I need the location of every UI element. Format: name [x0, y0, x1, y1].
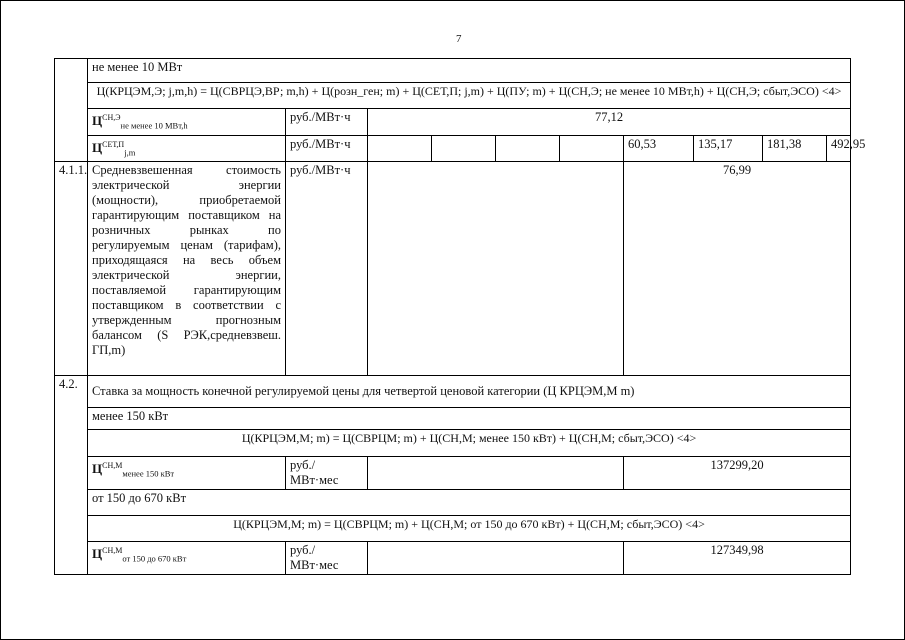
formula-energy-10mw: Ц(КРЦЭМ,Э; j,m,h) = Ц(СВРЦЭ,ВР; m,h) + Ц(розн_ген; m) + Ц(СЕТ,П; j,m) + Ц(ПУ; m) + Ц(СН,Э; не менее 10 МВт,h) + Ц(СН,Э; сбыт,ЭСО) <4> [88, 83, 851, 109]
label-sub: менее 150 кВт [122, 468, 175, 479]
empty-cell [496, 135, 560, 162]
label-symbol: Ц [92, 546, 103, 562]
section-heading-row [55, 59, 851, 83]
row-label [88, 457, 286, 490]
empty-cell [560, 135, 624, 162]
section-number: 4.1.1. [55, 162, 88, 376]
empty-cell [368, 457, 624, 490]
value-cell: 492,95 [827, 135, 851, 162]
label-symbol: Ц [92, 139, 103, 155]
empty-cell [368, 542, 624, 575]
row-label [88, 135, 286, 162]
section-title: Ставка за мощность конечной регулируемой цены для четвертой ценовой категории (Ц КРЦЭМ,М m) [88, 376, 851, 408]
value-cell: 127349,98 [624, 542, 851, 575]
value-cell: 137299,20 [624, 457, 851, 490]
formula-row [55, 516, 851, 542]
empty-cell [368, 162, 624, 376]
formula-capacity-150-670kw: Ц(КРЦЭМ,М; m) = Ц(СВРЦМ; m) + Ц(СН,М; от 150 до 670 кВт) + Ц(СН,М; сбыт,ЭСО) <4> [88, 516, 851, 542]
section-heading: не менее 10 МВт [88, 59, 851, 83]
label-symbol: Ц [92, 461, 103, 477]
label-sup: СН,М [102, 546, 123, 556]
label-sup: СН,Э [102, 113, 121, 122]
row-label [88, 542, 286, 575]
row-label [88, 109, 286, 136]
label-sup: СН,М [102, 461, 123, 471]
section-row-4-1-1 [55, 162, 851, 376]
label-sub: не менее 10 МВт,h [120, 120, 188, 131]
value-cell: 181,38 [763, 135, 827, 162]
empty-cell [432, 135, 496, 162]
value-cell: 135,17 [694, 135, 763, 162]
formula-capacity-150kw: Ц(КРЦЭМ,М; m) = Ц(СВРЦМ; m) + Ц(СН,М; менее 150 кВт) + Ц(СН,М; сбыт,ЭСО) <4> [88, 430, 851, 457]
section-number: 4.2. [55, 376, 88, 575]
value-cell: 76,99 [624, 162, 851, 376]
number-cell-empty [55, 59, 88, 162]
formula-row [55, 83, 851, 109]
tariff-table [54, 58, 866, 575]
unit-cell: руб./ МВт·мес [286, 542, 368, 575]
table-row [55, 109, 851, 136]
empty-cell [368, 135, 432, 162]
subsection-heading-row [55, 490, 851, 516]
table-row [55, 135, 851, 162]
unit-cell: руб./МВт·ч [286, 162, 368, 376]
unit-cell: руб./ МВт·мес [286, 457, 368, 490]
table-row [55, 457, 851, 490]
value-cell: 77,12 [368, 109, 851, 136]
label-sub: j,m [124, 147, 136, 158]
label-sup: СЕТ,П [102, 139, 125, 149]
subsection-heading-row [55, 408, 851, 430]
label-sub: от 150 до 670 кВт [122, 553, 187, 564]
unit-cell: руб./МВт·ч [286, 135, 368, 162]
section-title-row [55, 376, 851, 408]
page-number: 7 [456, 33, 462, 45]
formula-row [55, 430, 851, 457]
subsection-heading: от 150 до 670 кВт [88, 490, 851, 516]
section-description: Средневзвешенная стоимость электрической энергии (мощности), приобретаемой гарантирующим поставщиком на розничных рынках по регулируемым ценам (тарифам), приходящаяся на весь объем электрической энергии, поставляемой гарантирующим поставщиком в соответствии с утвержденным прогнозным балансом (S РЭК,средневзвеш. ГП,m) [88, 162, 286, 376]
table-row [55, 542, 851, 575]
subsection-heading: менее 150 кВт [88, 408, 851, 430]
label-symbol: Ц [92, 113, 103, 129]
value-cell: 60,53 [624, 135, 694, 162]
unit-cell: руб./МВт·ч [286, 109, 368, 136]
